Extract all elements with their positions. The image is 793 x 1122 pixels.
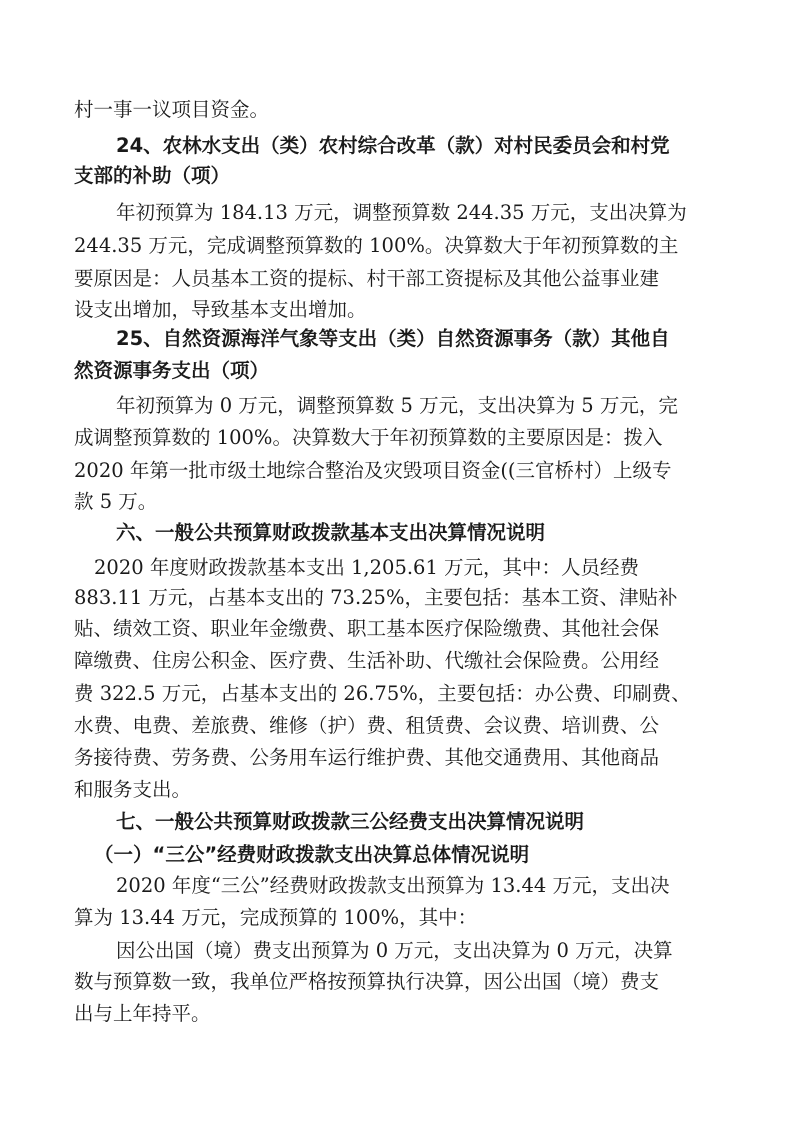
- paragraph-line: 算为 13.44 万元，完成预算的 100%，其中：: [74, 906, 478, 929]
- paragraph-line: 2020 年度财政拨款基本支出 1,205.61 万元，其中：人员经费: [94, 556, 640, 579]
- paragraph-line: 883.11 万元，占基本支出的 73.25%，主要包括：基本工资、津贴补: [74, 586, 678, 609]
- paragraph-line: 2020 年第一批市级土地综合整治及灾毁项目资金((三官桥村）上级专: [74, 459, 672, 482]
- paragraph-line: 因公出国（境）费支出预算为 0 万元，支出决算为 0 万元，决算: [116, 939, 673, 962]
- paragraph-line: 244.35 万元，完成调整预算数的 100%。决算数大于年初预算数的主: [74, 234, 679, 257]
- paragraph-line: 水费、电费、差旅费、维修（护）费、租赁费、会议费、培训费、公: [74, 714, 660, 737]
- section-heading-24-continued: 支部的补助（项）: [74, 164, 231, 187]
- section-heading-7: 七、一般公共预算财政拨款三公经费支出决算情况说明: [116, 810, 585, 833]
- paragraph-line: 务接待费、劳务费、公务用车运行维护费、其他交通费用、其他商品: [74, 746, 660, 769]
- paragraph-line: 费 322.5 万元，占基本支出的 26.75%，主要包括：办公费、印刷费、: [74, 682, 691, 705]
- paragraph-line: 障缴费、住房公积金、医疗费、生活补助、代缴社会保险费。公用经: [74, 649, 660, 672]
- subsection-heading-7-1: （一）“三公”经费财政拨款支出决算总体情况说明: [94, 843, 530, 866]
- paragraph-line: 年初预算为 0 万元，调整预算数 5 万元，支出决算为 5 万元，完: [116, 394, 678, 417]
- paragraph-line: 贴、绩效工资、职业年金缴费、职工基本医疗保险缴费、其他社会保: [74, 617, 660, 640]
- paragraph-line: 村一事一议项目资金。: [74, 98, 270, 121]
- paragraph-line: 和服务支出。: [74, 778, 192, 801]
- paragraph-line: 要原因是：人员基本工资的提标、村干部工资提标及其他公益事业建: [74, 267, 660, 290]
- section-heading-6: 六、一般公共预算财政拨款基本支出决算情况说明: [116, 521, 546, 544]
- paragraph-line: 出与上年持平。: [74, 1002, 211, 1025]
- paragraph-line: 年初预算为 184.13 万元，调整预算数 244.35 万元，支出决算为: [116, 201, 687, 224]
- section-heading-25-continued: 然资源事务支出（项）: [74, 359, 270, 382]
- section-heading-24: 24、农林水支出（类）农村综合改革（款）对村民委员会和村党: [116, 134, 670, 157]
- paragraph-line: 数与预算数一致，我单位严格按预算执行决算，因公出国（境）费支: [74, 970, 660, 993]
- section-heading-25: 25、自然资源海洋气象等支出（类）自然资源事务（款）其他自: [116, 327, 670, 350]
- paragraph-line: 成调整预算数的 100%。决算数大于年初预算数的主要原因是：拨入: [74, 426, 663, 449]
- paragraph-line: 款 5 万。: [74, 490, 158, 513]
- paragraph-line: 2020 年度“三公”经费财政拨款支出预算为 13.44 万元，支出决: [116, 874, 670, 897]
- paragraph-line: 设支出增加，导致基本支出增加。: [74, 298, 367, 321]
